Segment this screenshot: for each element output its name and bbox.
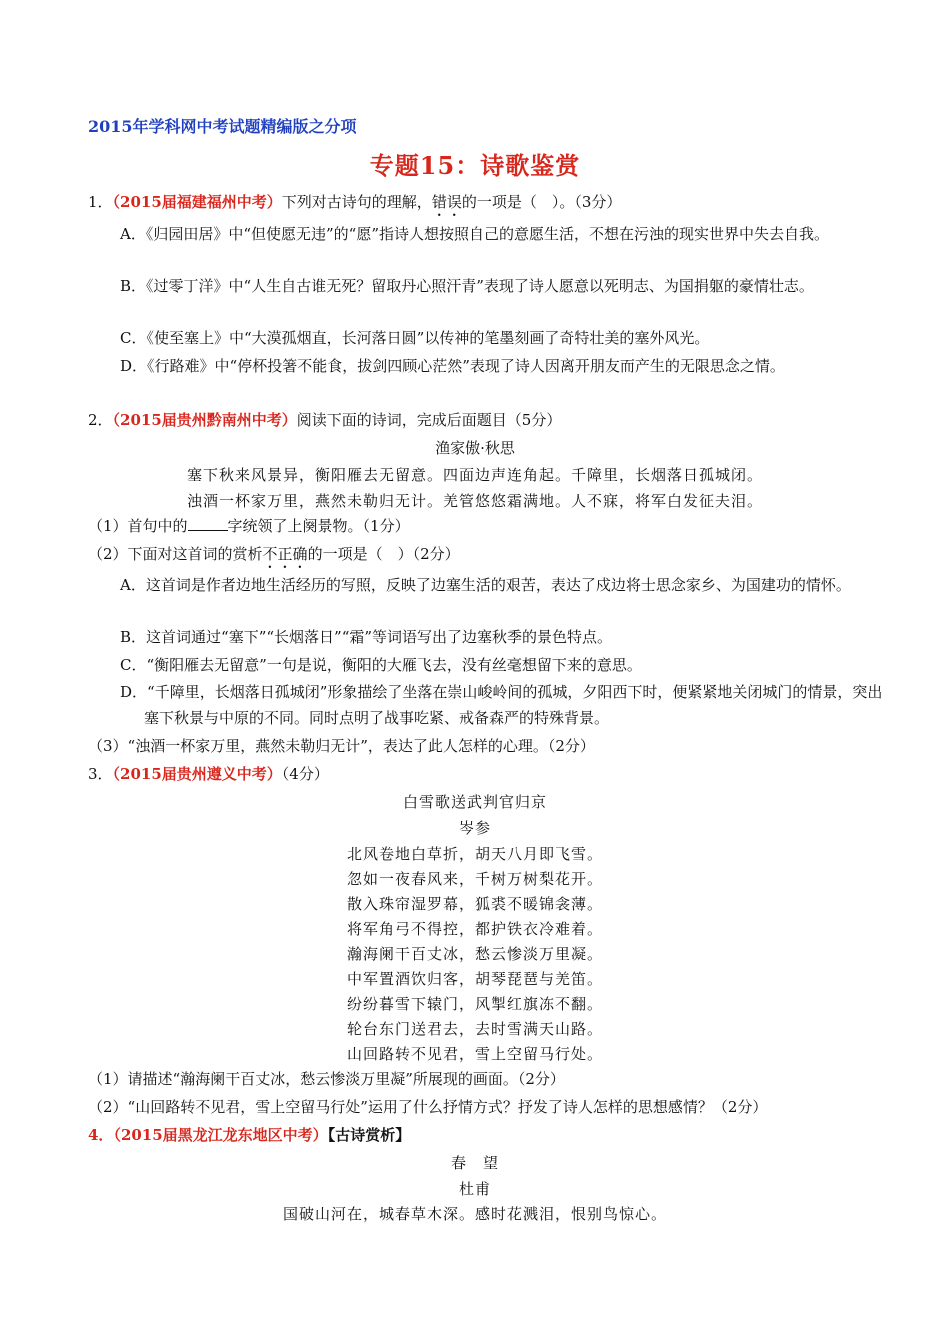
option-a: A．这首词是作者边地生活经历的写照，反映了边塞生活的艰苦，表达了戍边将士思念家乡、为国建功的情怀。 — [120, 576, 851, 594]
sub-question-2: （2）“山回路转不见君，雪上空留马行处”运用了什么抒情方式？抒发了诗人怎样的思想感情？（2分） — [88, 1098, 768, 1116]
option-b: B．《过零丁洋》中“人生自古谁无死？留取丹心照汗青”表现了诗人愿意以死明志、为国捐躯的豪情壮志。 — [120, 277, 814, 295]
option-d: D．“千障里，长烟落日孤城闭”形象描绘了坐落在崇山峻岭间的孤城，夕阳西下时，便紧紧地关闭城门的情景，突出塞下秋景与中原的不同。同时点明了战事吃紧、戒备森严的特殊背景。 — [120, 683, 883, 727]
poem-author: 岑参 — [458, 819, 491, 837]
poem-line: 将军角弓不得控，都护铁衣冷难着。 — [346, 920, 603, 938]
question-2-stem — [88, 409, 561, 430]
question-text: 阅读下面的诗词，完成后面题目（5分） — [296, 411, 562, 429]
option-d: D．《行路难》中“停杯投箸不能食，拔剑四顾心茫然”表现了诗人因离开朋友而产生的无限思念之情。 — [120, 357, 785, 375]
question-number: 3． — [88, 765, 113, 783]
poem-line: 北风卷地白草折，胡天八月即飞雪。 — [346, 845, 603, 863]
question-text: 的一项是（ ）。（3分） — [461, 193, 622, 211]
emphasis-text: 不正确 — [262, 545, 308, 563]
sub-question-1 — [88, 515, 410, 536]
poem-line: 忽如一夜春风来，千树万树梨花开。 — [346, 870, 603, 888]
poem-author: 杜甫 — [458, 1180, 491, 1198]
question-text: 字统领了上阕景物。（1分） — [227, 517, 410, 535]
question-3-stem — [88, 763, 329, 784]
poem-line: 轮台东门送君去，去时雪满天山路。 — [346, 1020, 603, 1038]
option-b: B．这首词通过“塞下”“长烟落日”“霜”等词语写出了边塞秋季的景色特点。 — [120, 628, 613, 646]
collection-header: 2015年学科网中考试题精编版之分项 — [88, 117, 357, 136]
question-text: （1）首句中的 — [88, 517, 188, 535]
question-source: （2015届黑龙江龙东地区中考） — [113, 1126, 328, 1144]
poem-title: 白雪歌送武判官归京 — [402, 793, 547, 811]
question-number: 2． — [88, 411, 113, 429]
poem-title: 渔家傲·秋思 — [435, 439, 515, 457]
option-c: C．“衡阳雁去无留意”一句是说，衡阳的大雁飞去，没有丝毫想留下来的意思。 — [120, 656, 642, 674]
poem-line: 山回路转不见君，雪上空留马行处。 — [346, 1045, 603, 1063]
question-4-stem — [88, 1124, 410, 1145]
poem-line: 中军置酒饮归客，胡琴琵琶与羌笛。 — [346, 970, 603, 988]
question-text: 下列对古诗句的理解， — [281, 193, 432, 211]
sub-question-2 — [88, 543, 460, 572]
option-a: A．《归园田居》中“但使愿无违”的“愿”指诗人想按照自己的意愿生活，不想在污浊的现实世界中失去自我。 — [120, 225, 830, 243]
question-source: （2015届福建福州中考） — [112, 193, 282, 211]
topic-title: 专题15：诗歌鉴赏 — [369, 151, 581, 180]
poem-line: 国破山河在，城春草木深。感时花溅泪，恨别鸟惊心。 — [282, 1205, 667, 1223]
question-score: （4分） — [281, 765, 329, 783]
question-number: 4． — [88, 1126, 114, 1144]
poem-line: 散入珠帘湿罗幕，狐裘不暖锦衾薄。 — [346, 895, 603, 913]
question-text: （2）下面对这首词的赏析 — [88, 545, 263, 563]
question-source: （2015届贵州黔南州中考） — [112, 411, 297, 429]
poem-line: 塞下秋来风景异，衡阳雁去无留意。四面边声连角起。千障里，长烟落日孤城闭。 — [186, 466, 763, 484]
emphasis-text: 错误 — [431, 193, 462, 211]
question-source: （2015届贵州遵义中考） — [112, 765, 282, 783]
poem-line: 浊酒一杯家万里，燕然未勒归无计。羌管悠悠霜满地。人不寐，将军白发征夫泪。 — [186, 492, 763, 510]
question-number: 1． — [88, 193, 113, 211]
question-1-stem — [88, 191, 621, 220]
option-c: C．《使至塞上》中“大漠孤烟直，长河落日圆”以传神的笔墨刻画了奇特壮美的塞外风光。 — [120, 329, 710, 347]
question-tag: 【古诗赏析】 — [327, 1126, 411, 1144]
question-text: 的一项是（ ）（2分） — [307, 545, 460, 563]
poem-title: 春 望 — [450, 1154, 499, 1172]
sub-question-3: （3）“浊酒一杯家万里，燕然未勒归无计”，表达了此人怎样的心理。（2分） — [88, 737, 595, 755]
poem-line: 纷纷暮雪下辕门，风掣红旗冻不翻。 — [346, 995, 603, 1013]
sub-question-1: （1）请描述“瀚海阑干百丈冰，愁云惨淡万里凝”所展现的画面。（2分） — [88, 1070, 565, 1088]
answer-blank[interactable] — [188, 516, 228, 531]
poem-line: 瀚海阑干百丈冰，愁云惨淡万里凝。 — [346, 945, 603, 963]
